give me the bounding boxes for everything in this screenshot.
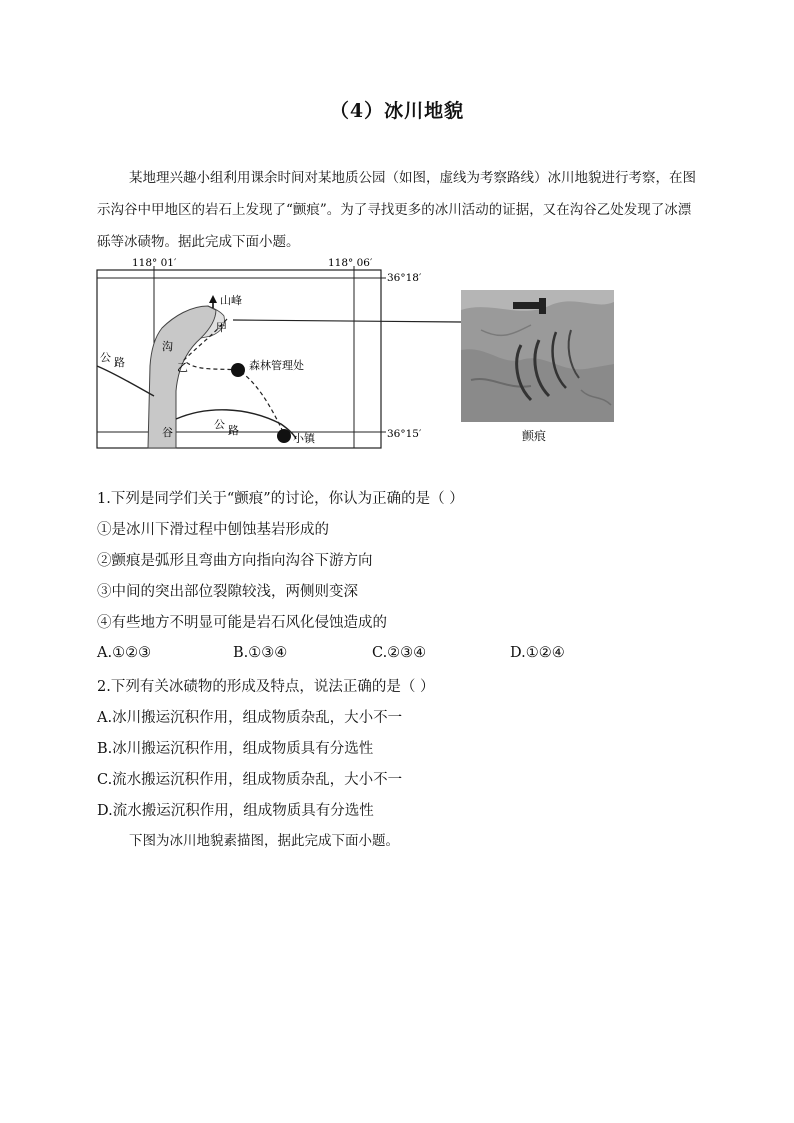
q1-item-1: ①是冰川下滑过程中刨蚀基岩形成的 <box>97 522 329 538</box>
q2-option-b[interactable]: B.冰川搬运沉积作用，组成物质具有分选性 <box>97 741 374 757</box>
road-bottom-label-1: 公 <box>214 418 225 431</box>
lat-top-label: 36°18′ <box>387 272 422 284</box>
peak-label: 山峰 <box>220 294 242 307</box>
q2-option-d[interactable]: D.流水搬运沉积作用，组成物质具有分选性 <box>97 803 374 819</box>
q1-option-a[interactable]: A.①②③ <box>97 645 152 661</box>
road-left-label-2: 路 <box>114 356 125 369</box>
q2-option-a[interactable]: A.冰川搬运沉积作用，组成物质杂乱，大小不一 <box>97 710 403 726</box>
q1-stem: 1.下列是同学们关于“颤痕”的讨论，你认为正确的是（ ） <box>97 491 464 507</box>
forest-office-marker <box>231 363 245 377</box>
q1-option-d[interactable]: D.①②④ <box>510 645 565 661</box>
q1-option-b[interactable]: B.①③④ <box>233 645 288 661</box>
photo-caption: 颤痕 <box>522 429 547 443</box>
q1-item-4: ④有些地方不明显可能是岩石风化侵蚀造成的 <box>97 615 387 631</box>
gully-label-2: 谷 <box>162 426 173 439</box>
q2-option-c[interactable]: C.流水搬运沉积作用，组成物质杂乱，大小不一 <box>97 772 403 788</box>
town-label: 小镇 <box>293 432 315 445</box>
chatter-marks-photo <box>461 290 614 422</box>
q1-item-2: ②颤痕是弧形且弯曲方向指向沟谷下游方向 <box>97 553 373 569</box>
page-title: （4）冰川地貌 <box>329 100 465 122</box>
gully-label-1: 沟 <box>162 340 173 353</box>
q2-stem: 2.下列有关冰碛物的形成及特点，说法正确的是（ ） <box>97 679 435 695</box>
gully-shape <box>148 306 216 448</box>
lat-bottom-label: 36°15′ <box>387 428 422 440</box>
photo-leader-line <box>233 320 461 322</box>
lon-left-label: 118° 01′ <box>132 257 177 269</box>
yi-label: 乙 <box>177 361 188 374</box>
intro-paragraph: 某地理兴趣小组利用课余时间对某地质公园（如图，虚线为考察路线）冰川地貌进行考察，在图示沟谷中甲地区的岩石上发现了“颤痕”。为了寻找更多的冰川活动的证据，又在沟谷乙处发现了冰漂砾等冰碛物。据此完成下面小题。 <box>97 170 696 250</box>
q1-option-c[interactable]: C.②③④ <box>372 645 427 661</box>
closing-paragraph: 下图为冰川地貌素描图，据此完成下面小题。 <box>129 833 399 849</box>
q1-item-3: ③中间的突出部位裂隙较浅，两侧则变深 <box>97 584 358 600</box>
peak-marker <box>209 295 217 303</box>
road-bottom-label-2: 路 <box>228 424 239 437</box>
geopark-map <box>96 256 422 452</box>
lon-right-label: 118° 06′ <box>328 257 373 269</box>
town-marker <box>277 429 291 443</box>
forest-office-label: 森林管理处 <box>249 359 304 372</box>
road-left <box>97 366 154 396</box>
jia-label: 甲 <box>216 321 227 334</box>
road-left-label-1: 公 <box>100 351 111 364</box>
